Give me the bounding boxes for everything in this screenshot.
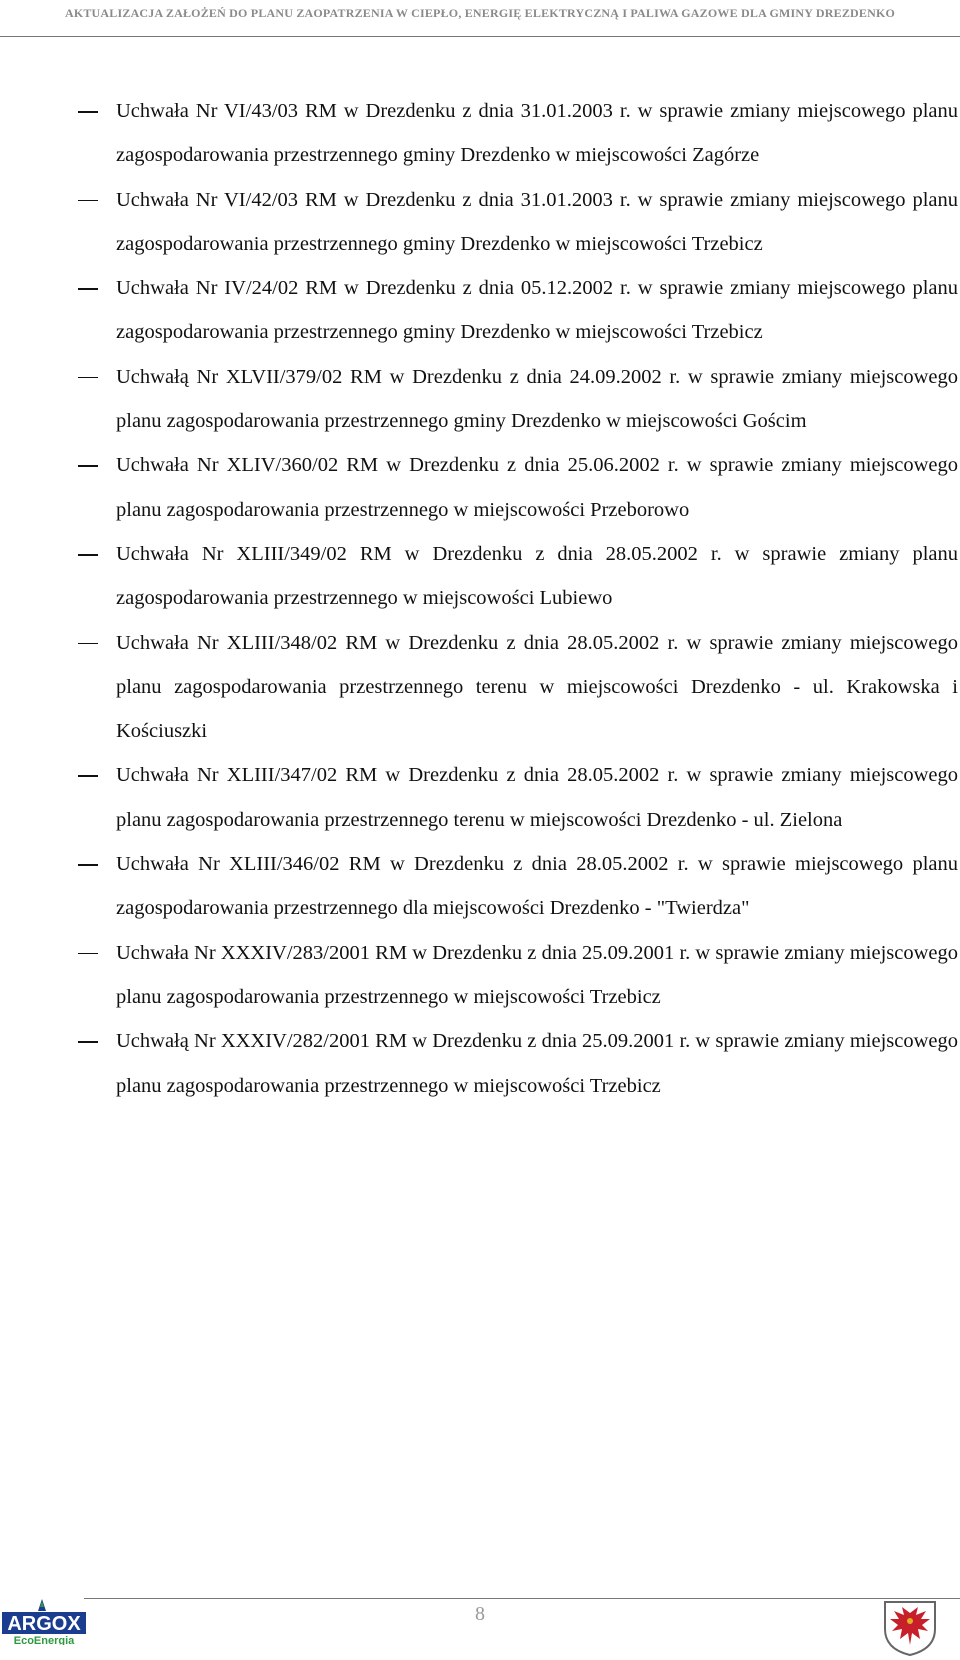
list-item	[0, 621, 958, 754]
resolution-text: Uchwałą Nr XXXIV/282/2001 RM w Drezdenku z dnia 25.09.2001 r. w sprawie zmiany miejscowego planu zagospodarowania przestrzennego w miejscowości Trzebicz	[116, 1030, 958, 1097]
resolution-list	[0, 89, 960, 1108]
crest-icon	[882, 1599, 938, 1657]
resolution-text: Uchwała Nr XLIII/346/02 RM w Drezdenku z dnia 28.05.2002 r. w sprawie miejscowego planu zagospodarowania przestrzennego dla miejscowości Drezdenko - "Twierdza"	[116, 853, 958, 920]
dash-bullet	[78, 554, 98, 556]
svg-text:EcoEnergia: EcoEnergia	[13, 1635, 75, 1645]
list-item	[0, 178, 958, 267]
dash-bullet	[78, 1041, 98, 1043]
page-number: 8	[475, 1603, 485, 1625]
argox-logo	[2, 1597, 86, 1645]
list-item	[0, 842, 958, 931]
resolution-text: Uchwała Nr XLIII/347/02 RM w Drezdenku z dnia 28.05.2002 r. w sprawie zmiany miejscowego planu zagospodarowania przestrzennego terenu w miejscowości Drezdenko - ul. Zielona	[116, 764, 958, 831]
header-rule	[0, 36, 960, 37]
resolution-text: Uchwałą Nr XLVII/379/02 RM w Drezdenku z dnia 24.09.2002 r. w sprawie zmiany miejscowego planu zagospodarowania przestrzennego gminy Drezdenko w miejscowości Gościm	[116, 365, 958, 433]
list-item	[0, 753, 958, 842]
resolution-text: Uchwała Nr XLIII/349/02 RM w Drezdenku z dnia 28.05.2002 r. w sprawie zmiany planu zagospodarowania przestrzennego w miejscowości Lubiewo	[116, 542, 958, 610]
resolution-text: Uchwała Nr XLIV/360/02 RM w Drezdenku z dnia 25.06.2002 r. w sprawie zmiany miejscowego planu zagospodarowania przestrzennego w miejscowości Przeborowo	[116, 454, 958, 521]
dash-bullet	[78, 465, 98, 467]
dash-bullet	[78, 953, 98, 955]
list-item	[0, 532, 958, 621]
dash-bullet	[78, 377, 98, 379]
resolution-text: Uchwała Nr VI/42/03 RM w Drezdenku z dnia 31.01.2003 r. w sprawie zmiany miejscowego planu zagospodarowania przestrzennego gminy Drezdenko w miejscowości Trzebicz	[116, 188, 958, 255]
dash-bullet	[78, 643, 98, 645]
dash-bullet	[78, 111, 98, 113]
list-item	[0, 443, 958, 532]
resolution-text: Uchwała Nr VI/43/03 RM w Drezdenku z dnia 31.01.2003 r. w sprawie zmiany miejscowego planu zagospodarowania przestrzennego gminy Drezdenko w miejscowości Zagórze	[116, 100, 958, 167]
list-item	[0, 266, 958, 355]
dash-bullet	[78, 288, 98, 290]
dash-bullet	[78, 200, 98, 202]
resolution-text: Uchwała Nr IV/24/02 RM w Drezdenku z dnia 05.12.2002 r. w sprawie zmiany miejscowego planu zagospodarowania przestrzennego gminy Drezdenko w miejscowości Trzebicz	[116, 277, 958, 344]
list-item	[0, 1019, 958, 1108]
dash-bullet	[78, 864, 98, 866]
resolution-text: Uchwała Nr XLIII/348/02 RM w Drezdenku z dnia 28.05.2002 r. w sprawie zmiany miejscowego planu zagospodarowania przestrzennego terenu w miejscowości Drezdenko - ul. Krakowska i Kościuszki	[116, 631, 958, 743]
list-item	[0, 931, 958, 1020]
footer-rule	[84, 1598, 960, 1599]
svg-text:ARGOX: ARGOX	[7, 1613, 81, 1635]
resolution-text: Uchwała Nr XXXIV/283/2001 RM w Drezdenku z dnia 25.09.2001 r. w sprawie zmiany miejscowego planu zagospodarowania przestrzennego w miejscowości Trzebicz	[116, 941, 958, 1008]
dash-bullet	[78, 775, 98, 777]
running-header: AKTUALIZACJA ZAŁOŻEŃ DO PLANU ZAOPATRZENIA W CIEPŁO, ENERGIĘ ELEKTRYCZNĄ I PALIWA GAZOWE DLA GMINY DREZDENKO	[64, 6, 896, 20]
list-item	[0, 89, 958, 178]
list-item	[0, 355, 958, 444]
